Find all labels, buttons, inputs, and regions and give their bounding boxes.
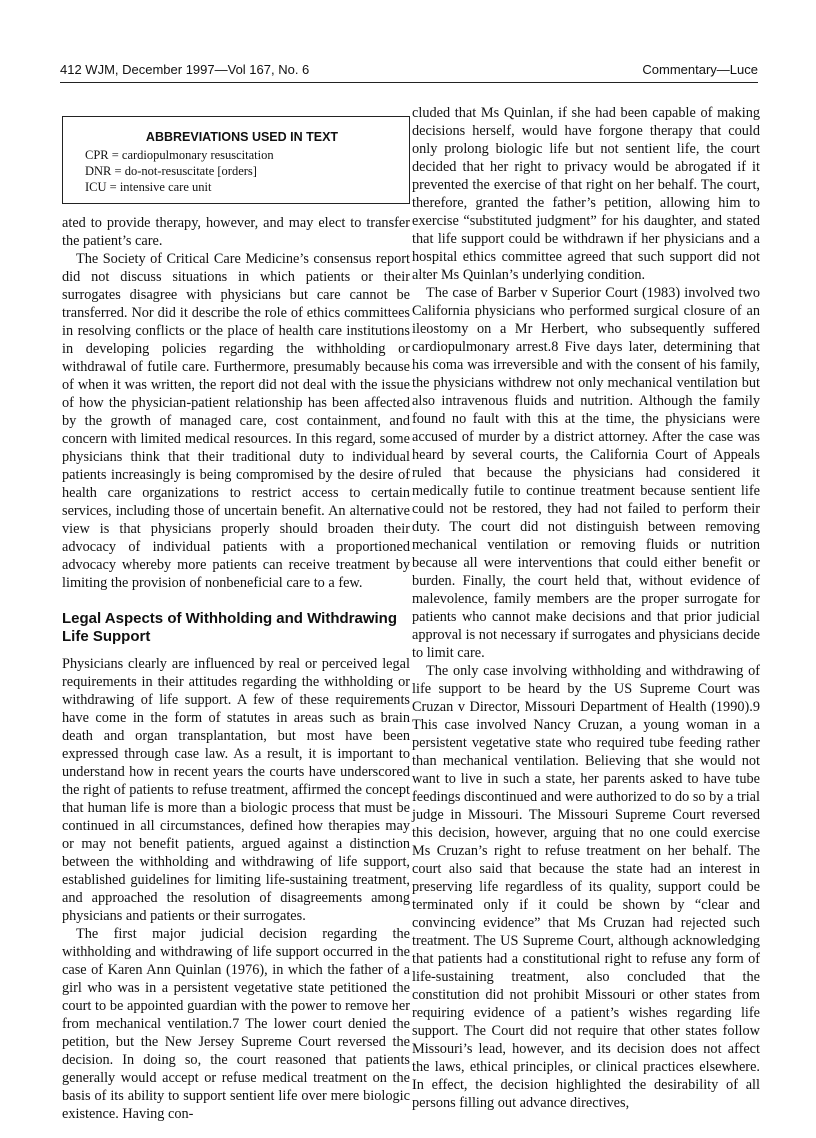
abbreviations-box [62,116,410,204]
section-heading: Legal Aspects of Withholding and Withdrawing Life Support [62,610,397,645]
paragraph: cluded that Ms Quinlan, if she had been capable of making decisions herself, would have forgone therapy that could only prolong biologic life but not sentient life, the court decided that her right to privacy would be abrogated if it prevented the exercise of that right on her behalf. The court, therefore, granted the father’s petition, allowing him to exercise “substituted judgment” for his daughter, and stated that life support could be withdrawn if her physicians and a hospital ethics committee agreed that such support did not alter Ms Quinlan’s underlying condition. [412,105,760,283]
paragraph: Physicians clearly are influenced by real or perceived legal requirements in their attitudes regarding the withholding or withdrawing of life support. A few of these requirements have come in the form of statutes in areas such as brain death and organ transplantation, but most have been expressed through case law. As a result, it is important to understand how in recent years the courts have underscored the right of patients to refuse treatment, affirmed the concept that human life is more than a biologic process that must be continued in all circumstances, defined how therapies may or may not benefit patients, argued against a distinction between the withholding and withdrawing of life support, established guidelines for limiting life-sustaining treatment, and approached the resolution of disagreements among physicians and patients or their surrogates. [62,656,410,924]
paragraph: The Society of Critical Care Medicine’s consensus report did not discuss situations in which patients or their surrogates disagree with physicians but care cannot be transferred. Nor did it describe the role of ethics committees in resolving conflicts or the place of health care institutions in developing policies regarding the withholding or withdrawal of futile care. Furthermore, presumably because of when it was written, the report did not deal with the issue of how the physician-patient relationship has been affected by the growth of managed care, cost containment, and concern with limited medical resources. In this regard, some physicians think that their traditional duty to individual patients increasingly is being compromised by the desire of health care organizations to restrict access to certain services, including those of uncertain benefit. An alternative view is that physicians properly should broaden their advocacy of individual patients with a proportioned advocacy whereby more patients can receive treatment by limiting the provision of nonbeneficial care to a few. [62,251,410,591]
abbreviation-item: DNR = do-not-resuscitate [orders] [85,164,257,178]
paragraph: The first major judicial decision regarding the withholding and withdrawing of life support occurred in the case of Karen Ann Quinlan (1976), in which the father of a girl who was in a persistent vegetative state petitioned the court to be appointed guardian with the power to remove her from mechanical ventilation.7 The lower court denied the petition, but the New Jersey Supreme Court reversed the decision. In doing so, the court reasoned that patients generally would accept or refuse medical treatment on the basis of its ability to support sentient life over mere biologic existence. Having con- [62,926,410,1122]
paragraph: ated to provide therapy, however, and may elect to transfer the patient’s care. [62,215,410,249]
header-section: Commentary—Luce [642,62,758,77]
left-column [62,104,410,1123]
paragraph: The case of Barber v Superior Court (1983) involved two California physicians who performed surgical closure of an ileostomy on a Mr Herbert, who subsequently suffered cardiopulmonary arrest.8 Five days later, determining that his coma was irreversible and with the consent of his family, the physicians withdrew not only mechanical ventilation but also intravenous fluids and nutrition. Although the family found no fault with this at the time, the physicians were accused of murder by a district attorney. After the case was heard by several courts, the California Court of Appeals ruled that because the physicians had considered it medically futile to continue treatment because sentient life could not be restored, they had not failed to perform their duty. The court did not distinguish between removing mechanical ventilation or removing fluids or nutrition because all were interventions that could either benefit or burden. Finally, the court held that, without evidence of malevolence, family members are the proper surrogate for patients who cannot make decisions and that prior judicial approval is not necessary if surrogates and physicians decide to limit care. [412,285,760,661]
header-citation: 412 WJM, December 1997—Vol 167, No. 6 [60,62,310,77]
abbreviation-item: ICU = intensive care unit [85,180,212,194]
header-rule [60,82,758,83]
abbreviations-title: ABBREVIATIONS USED IN TEXT [145,130,339,144]
running-header [60,62,758,82]
right-column [412,104,760,1112]
abbreviation-item: CPR = cardiopulmonary resuscitation [85,148,274,162]
paragraph: The only case involving withholding and withdrawing of life support to be heard by the US Supreme Court was Cruzan v Director, Missouri Department of Health (1990).9 This case involved Nancy Cruzan, a young woman in a persistent vegetative state who required tube feeding rather than mechanical ventilation. Believing that she would not want to live in such a state, her parents asked to have tube feedings discontinued and were authorized to do so by a trial judge in Missouri. The Missouri Supreme Court reversed this decision, however, arguing that no one could exercise Ms Cruzan’s right to refuse treatment on her behalf. The court also said that because the state had an interest in preserving life regardless of its quality, support could be terminated only if it could be shown by “clear and convincing evidence” that Ms Cruzan had rejected such treatment. The US Supreme Court, although acknowledging that patients had a constitutional right to refuse any form of life-sustaining treatment, also concluded that the constitution did not prohibit Missouri or other states from requiring evidence of a patient’s wishes regarding life support. The Court did not require that other states follow Missouri’s lead, however, and its decision does not affect the laws, ethical principles, or clinical practices elsewhere. In effect, the decision highlighted the desirability of all persons filling out advance directives, [412,663,760,1111]
